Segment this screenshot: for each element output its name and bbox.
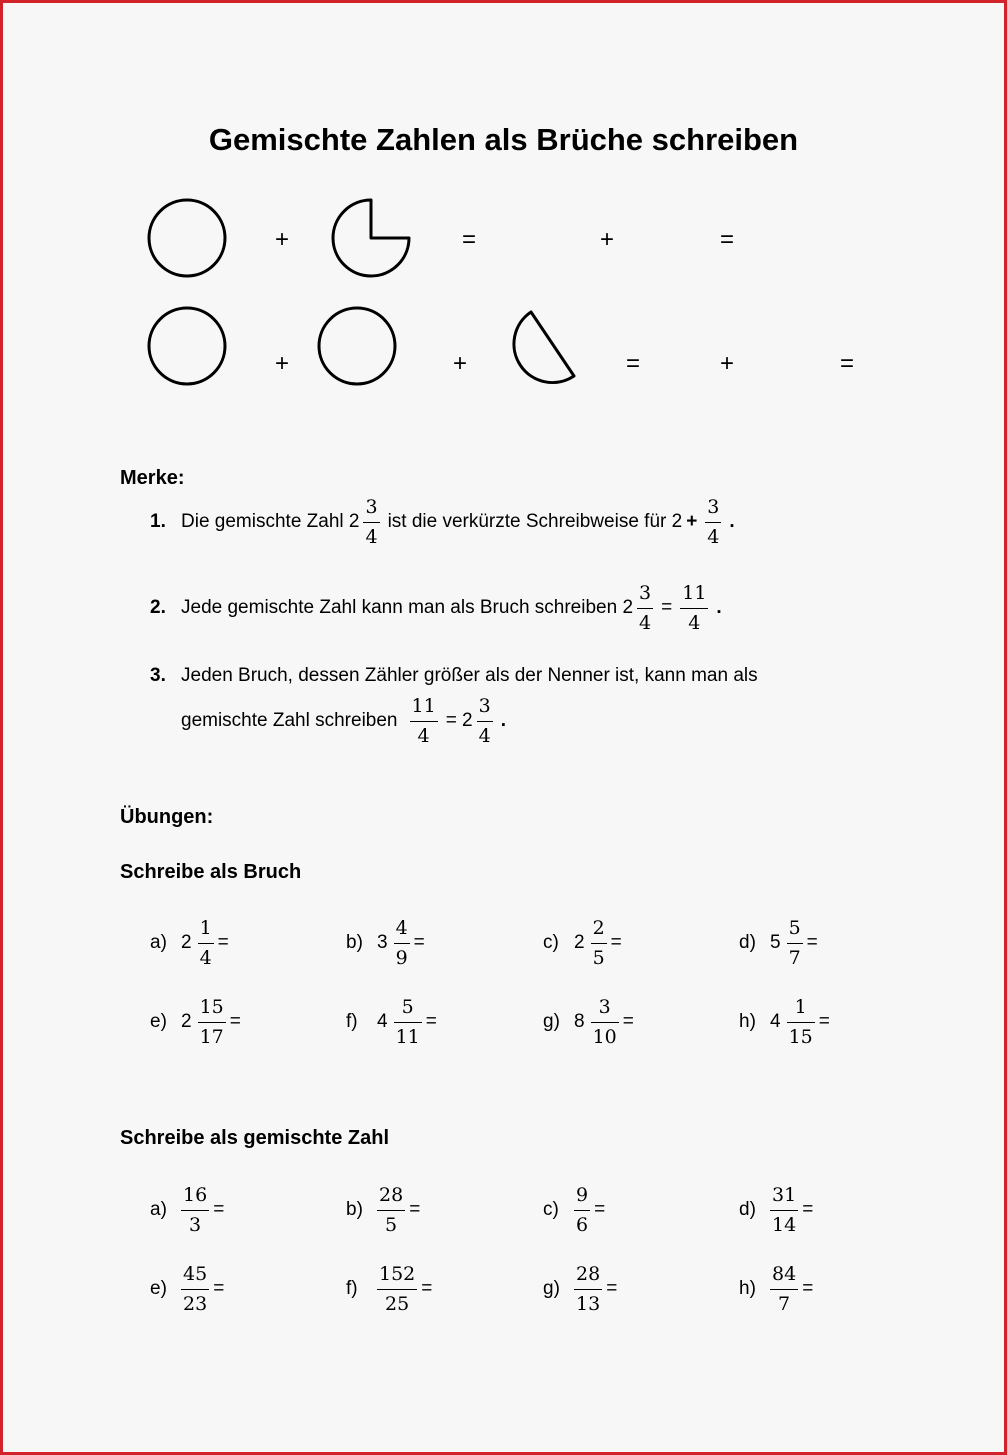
- exercise-item: e) $\frac{45}{23}$ =: [150, 1262, 225, 1315]
- period: .: [729, 511, 735, 532]
- exercise-item: d) 5 $\frac{5}{7}$ =: [739, 916, 818, 969]
- equals-sign: = 2: [445, 710, 473, 731]
- fraction: $\frac{3}{4}$: [365, 495, 378, 548]
- three-quarter-circle-shape: [329, 196, 413, 280]
- exercise-item: a) $\frac{16}{3}$ =: [150, 1183, 225, 1236]
- merke-heading: Merke:: [120, 467, 185, 489]
- equals-operator: =: [719, 226, 734, 253]
- rule-1: [150, 494, 735, 550]
- page-title: Gemischte Zahlen als Brüche schreiben: [208, 122, 799, 157]
- plus-sign: +: [686, 511, 698, 532]
- rule-3: [150, 665, 758, 687]
- equals-sign: =: [661, 597, 673, 618]
- gemischt-section-heading: Schreibe als gemischte Zahl: [120, 1127, 389, 1149]
- full-circle-shape: [145, 304, 229, 388]
- exercise-item: h) $\frac{84}{7}$ =: [739, 1262, 814, 1315]
- equals-operator: =: [625, 350, 640, 377]
- rule-text: Jeden Bruch, dessen Zähler größer als der Nenner ist, kann man als: [181, 665, 758, 686]
- exercise-item: f) 4 $\frac{5}{11}$ =: [346, 995, 437, 1048]
- rule-number: 3.: [150, 665, 166, 686]
- plus-operator: +: [599, 226, 614, 253]
- rule-number: 1.: [150, 511, 166, 532]
- full-circle-shape: [315, 304, 399, 388]
- equals-operator: =: [461, 226, 476, 253]
- bruch-section-heading: Schreibe als Bruch: [120, 861, 302, 883]
- exercise-item: d) $\frac{31}{14}$ =: [739, 1183, 814, 1236]
- period: .: [716, 597, 722, 618]
- exercise-item: h) 4 $\frac{1}{15}$ =: [739, 995, 830, 1048]
- exercise-item: b) 3 $\frac{4}{9}$ =: [346, 916, 425, 969]
- fraction: $\frac{3}{4}$: [639, 581, 652, 634]
- plus-operator: +: [719, 350, 734, 377]
- period: .: [500, 710, 507, 731]
- plus-operator: +: [274, 226, 289, 253]
- plus-operator: +: [452, 350, 467, 377]
- rule-number: 2.: [150, 597, 166, 618]
- fraction: $\frac{3}{4}$: [478, 694, 491, 747]
- rule-text: gemischte Zahl schreiben: [181, 710, 398, 731]
- exercise-item: c) 2 $\frac{2}{5}$ =: [543, 916, 622, 969]
- rule-text: ist die verkürzte Schreibweise für 2: [387, 511, 683, 532]
- rule-text: Jede gemischte Zahl kann man als Bruch schreiben 2: [181, 597, 634, 618]
- exercise-item: g) $\frac{28}{13}$ =: [543, 1262, 618, 1315]
- exercise-item: f) $\frac{152}{25}$ =: [346, 1262, 433, 1315]
- exercise-item: b) $\frac{28}{5}$ =: [346, 1183, 421, 1236]
- fraction: $\frac{3}{4}$: [707, 495, 720, 548]
- equals-operator: =: [839, 350, 854, 377]
- plus-operator: +: [274, 350, 289, 377]
- fraction: $\frac{11}{4}$: [411, 694, 436, 747]
- full-circle-shape: [145, 196, 229, 280]
- half-circle-shape: [500, 305, 584, 395]
- exercise-item: g) 8 $\frac{3}{10}$ =: [543, 995, 634, 1048]
- fraction: $\frac{11}{4}$: [682, 581, 707, 634]
- exercise-item: c) $\frac{9}{6}$ =: [543, 1183, 606, 1236]
- uebungen-heading: Übungen:: [120, 806, 214, 828]
- rule-2: [150, 580, 722, 636]
- rule-3-line-2: [181, 693, 506, 749]
- exercise-item: a) 2 $\frac{1}{4}$ =: [150, 916, 229, 969]
- rule-text: Die gemischte Zahl 2: [181, 511, 360, 532]
- exercise-item: e) 2 $\frac{15}{17}$ =: [150, 995, 241, 1048]
